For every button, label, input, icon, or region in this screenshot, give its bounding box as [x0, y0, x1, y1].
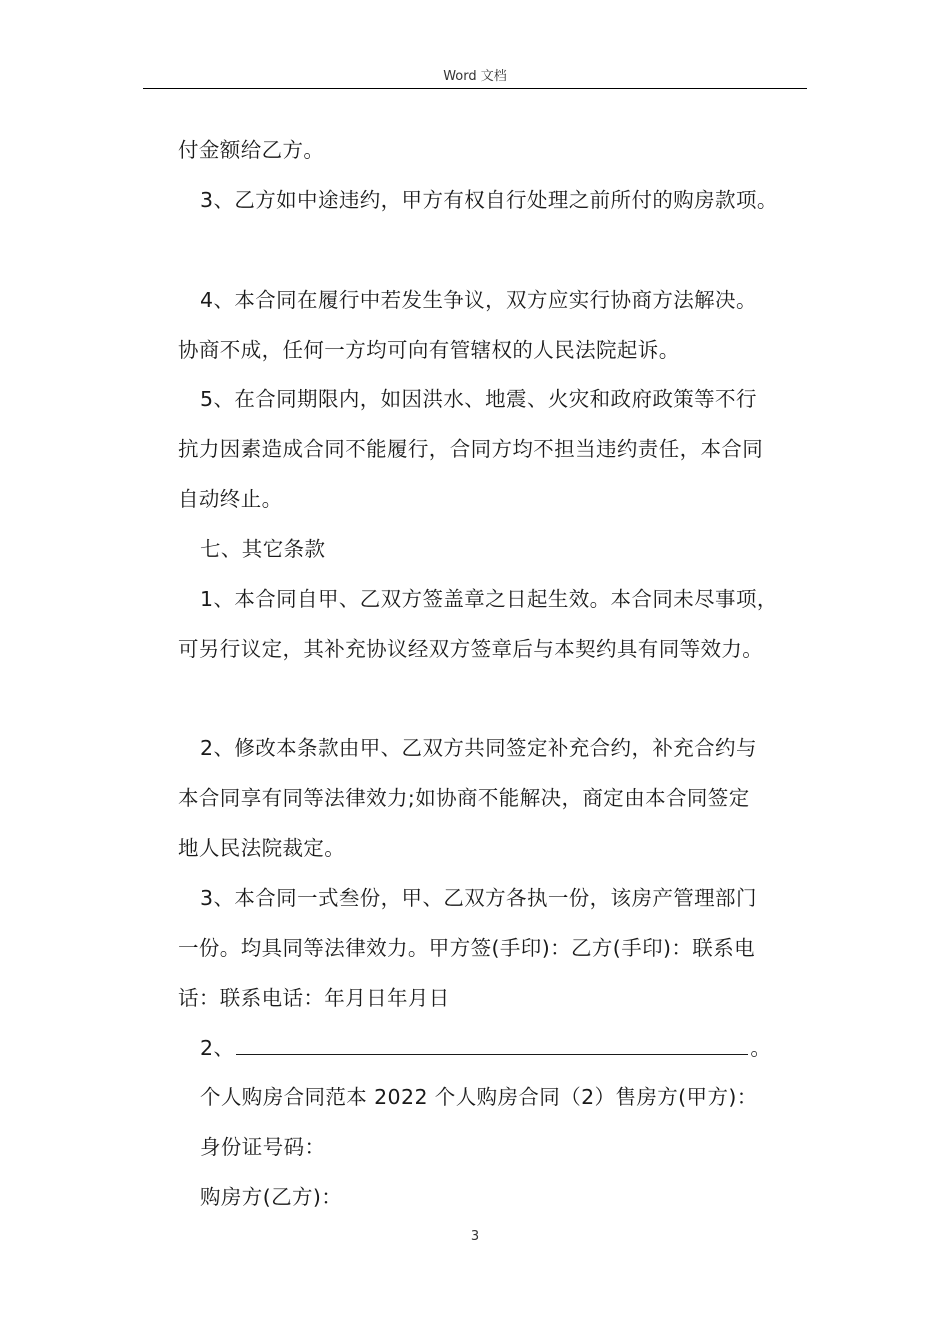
paragraph-line: 1、本合同自甲、乙双方签盖章之日起生效。本合同未尽事项， — [200, 587, 778, 611]
header-divider — [143, 88, 807, 89]
paragraph-line: 5、在合同期限内，如因洪水、地震、火灾和政府政策等不行 — [200, 387, 757, 411]
section-heading: 七、其它条款 — [200, 537, 326, 561]
paragraph-line: 协商不成，任何一方均可向有管辖权的人民法院起诉。 — [178, 338, 680, 362]
paragraph-line: 自动终止。 — [178, 487, 283, 511]
paragraph-line: 付金额给乙方。 — [178, 138, 325, 162]
blank-suffix: 。 — [750, 1036, 772, 1060]
paragraph-line: 4、本合同在履行中若发生争议，双方应实行协商方法解决。 — [200, 288, 757, 312]
paragraph-line: 3、本合同一式叁份，甲、乙双方各执一份，该房产管理部门 — [200, 886, 757, 910]
blank-prefix: 2、 — [200, 1036, 235, 1060]
paragraph-line: 3、乙方如中途违约，甲方有权自行处理之前所付的购房款项。 — [200, 188, 778, 212]
paragraph-line: 身份证号码： — [200, 1135, 326, 1159]
blank-underline — [236, 1034, 748, 1055]
paragraph-line: 2、修改本条款由甲、乙双方共同签定补充合约，补充合约与 — [200, 736, 757, 760]
paragraph-line: 可另行议定，其补充协议经双方签章后与本契约具有同等效力。 — [178, 637, 764, 661]
paragraph-line: 个人购房合同范本 2022 个人购房合同（2）售房方(甲方)： — [200, 1085, 758, 1109]
paragraph-line: 购房方(乙方)： — [200, 1185, 343, 1209]
paragraph-line: 一份。均具同等法律效力。甲方签(手印)：乙方(手印)：联系电 — [178, 936, 755, 960]
paragraph-line: 抗力因素造成合同不能履行，合同方均不担当违约责任，本合同 — [178, 437, 764, 461]
page-header: Word 文档 — [443, 69, 507, 84]
paragraph-line: 地人民法院裁定。 — [178, 836, 346, 860]
page-number: 3 — [470, 1229, 480, 1244]
paragraph-line: 话：联系电话：年月日年月日 — [178, 986, 450, 1010]
fill-in-blank-line — [200, 1034, 771, 1062]
paragraph-line: 本合同享有同等法律效力;如协商不能解决，商定由本合同签定 — [178, 786, 750, 810]
